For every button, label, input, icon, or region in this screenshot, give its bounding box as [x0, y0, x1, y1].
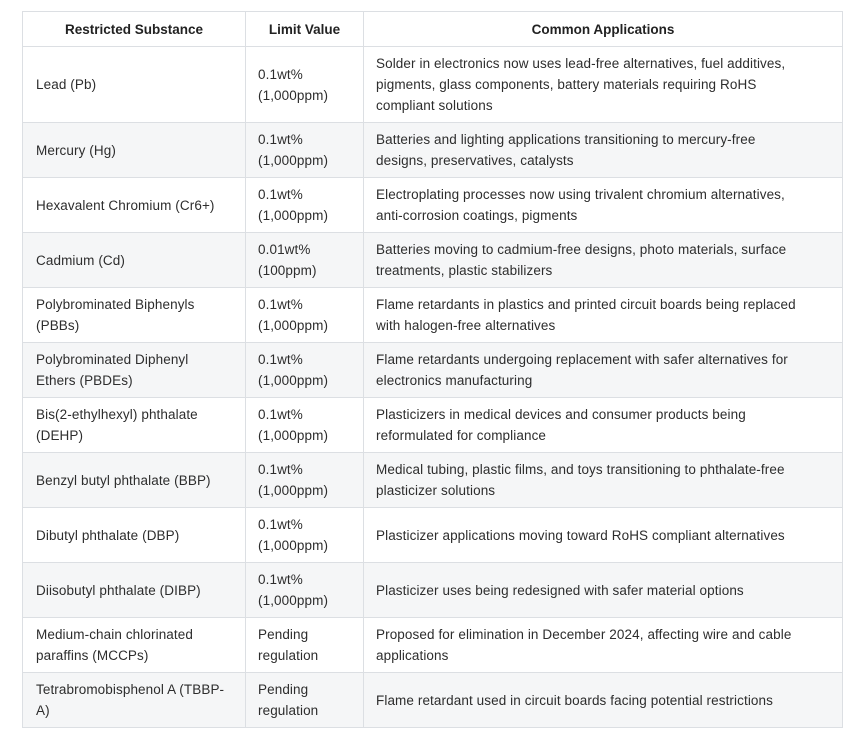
limit-value-cell — [246, 178, 364, 233]
limit-value-text-line: 0.1wt% — [258, 66, 303, 82]
substance-text-line: Polybrominated Diphenyl — [36, 352, 189, 367]
limit-value-text-line: Pending — [258, 627, 309, 642]
applications-text-line: reformulated for compliance — [376, 428, 547, 443]
limit-value-text-line: 0.01wt% — [258, 242, 311, 257]
table-row — [23, 673, 843, 728]
header-limit-value: Limit Value — [246, 12, 364, 47]
limit-value-text-line: (1,000ppm) — [258, 318, 329, 333]
substance-text-line: Lead (Pb) — [36, 77, 97, 92]
limit-value-text-line: (1,000ppm) — [258, 87, 329, 103]
limit-value-text-line: (1,000ppm) — [258, 593, 329, 608]
applications-text-line: Proposed for elimination in December 2024, affecting wire and cable — [376, 627, 792, 642]
limit-value-text-line: (1,000ppm) — [258, 428, 329, 443]
limit-value-cell — [246, 288, 364, 343]
applications-cell — [364, 398, 843, 453]
table-row — [23, 563, 843, 618]
substance-cell — [23, 398, 246, 453]
substance-text-line: Cadmium (Cd) — [36, 252, 125, 268]
substance-text-line: paraffins (MCCPs) — [36, 648, 149, 663]
limit-value-cell — [246, 233, 364, 288]
applications-text-line: Batteries moving to cadmium-free designs, photo materials, surface — [376, 242, 787, 257]
limit-value-cell — [246, 563, 364, 618]
limit-value-text-line: 0.1wt% — [258, 187, 303, 202]
applications-cell — [364, 47, 843, 123]
table-row — [23, 123, 843, 178]
substance-cell — [23, 343, 246, 398]
substance-text-line: (PBBs) — [36, 318, 80, 333]
restricted-substances-table-wrapper — [22, 11, 842, 728]
table-row — [23, 618, 843, 673]
limit-value-text-line: 0.1wt% — [258, 297, 303, 312]
applications-text-line: Plasticizers in medical devices and consumer products being — [376, 407, 746, 422]
applications-text-line: treatments, plastic stabilizers — [376, 263, 553, 278]
substance-text-line: A) — [36, 703, 50, 718]
applications-text-line: Plasticizer applications moving toward RoHS compliant alternatives — [376, 527, 785, 543]
substance-cell — [23, 673, 246, 728]
substance-text-line: Medium-chain chlorinated — [36, 627, 193, 642]
substance-cell — [23, 618, 246, 673]
limit-value-cell — [246, 453, 364, 508]
applications-cell — [364, 453, 843, 508]
limit-value-cell — [246, 618, 364, 673]
applications-text-line: applications — [376, 648, 449, 663]
table-body — [23, 47, 843, 728]
substance-text-line: Tetrabromobisphenol A (TBBP- — [36, 682, 225, 697]
limit-value-text-line: regulation — [258, 703, 319, 718]
applications-text-line: Electroplating processes now using trivalent chromium alternatives, — [376, 187, 785, 202]
applications-cell — [364, 508, 843, 563]
substance-text-line: Hexavalent Chromium (Cr6+) — [36, 197, 215, 213]
substance-cell — [23, 288, 246, 343]
substance-text-line: Ethers (PBDEs) — [36, 373, 133, 388]
header-common-applications: Common Applications — [364, 12, 843, 47]
limit-value-cell — [246, 343, 364, 398]
restricted-substances-table — [22, 11, 843, 728]
header-restricted-substance: Restricted Substance — [23, 12, 246, 47]
substance-text-line: Bis(2-ethylhexyl) phthalate — [36, 407, 198, 422]
applications-text-line: Batteries and lighting applications transitioning to mercury-free — [376, 132, 756, 147]
substance-cell — [23, 453, 246, 508]
applications-cell — [364, 233, 843, 288]
substance-text-line: Mercury (Hg) — [36, 142, 116, 158]
table-row — [23, 398, 843, 453]
limit-value-cell — [246, 508, 364, 563]
applications-text-line: Flame retardant used in circuit boards facing potential restrictions — [376, 692, 773, 708]
table-row — [23, 453, 843, 508]
limit-value-text-line: (100ppm) — [258, 263, 317, 278]
applications-cell — [364, 343, 843, 398]
substance-cell — [23, 123, 246, 178]
applications-text-line: pigments, glass components, battery materials requiring RoHS — [376, 77, 757, 92]
substance-text-line: Benzyl butyl phthalate (BBP) — [36, 472, 211, 488]
substance-text-line: Polybrominated Biphenyls — [36, 297, 195, 312]
applications-text-line: electronics manufacturing — [376, 373, 533, 388]
table-row — [23, 178, 843, 233]
limit-value-text-line: 0.1wt% — [258, 572, 303, 587]
applications-text-line: Solder in electronics now uses lead-free alternatives, fuel additives, — [376, 56, 786, 71]
applications-text-line: designs, preservatives, catalysts — [376, 153, 574, 168]
limit-value-text-line: (1,000ppm) — [258, 483, 329, 498]
limit-value-text-line: (1,000ppm) — [258, 208, 329, 223]
applications-cell — [364, 563, 843, 618]
applications-cell — [364, 178, 843, 233]
table-header — [23, 12, 843, 47]
substance-text-line: (DEHP) — [36, 428, 84, 443]
table-row — [23, 47, 843, 123]
substance-cell — [23, 563, 246, 618]
limit-value-text-line: Pending — [258, 682, 309, 697]
applications-text-line: plasticizer solutions — [376, 483, 496, 498]
limit-value-text-line: regulation — [258, 648, 319, 663]
table-row — [23, 508, 843, 563]
applications-text-line: Medical tubing, plastic films, and toys transitioning to phthalate-free — [376, 462, 785, 477]
limit-value-text-line: 0.1wt% — [258, 407, 303, 422]
limit-value-cell — [246, 673, 364, 728]
applications-cell — [364, 618, 843, 673]
applications-text-line: Plasticizer uses being redesigned with safer material options — [376, 582, 744, 598]
applications-cell — [364, 673, 843, 728]
substance-cell — [23, 233, 246, 288]
substance-cell — [23, 508, 246, 563]
applications-text-line: anti-corrosion coatings, pigments — [376, 208, 578, 223]
substance-cell — [23, 47, 246, 123]
limit-value-text-line: 0.1wt% — [258, 517, 303, 532]
limit-value-text-line: 0.1wt% — [258, 352, 303, 367]
limit-value-text-line: (1,000ppm) — [258, 153, 329, 168]
substance-text-line: Dibutyl phthalate (DBP) — [36, 527, 180, 543]
applications-text-line: with halogen-free alternatives — [376, 318, 556, 333]
table-row — [23, 288, 843, 343]
limit-value-cell — [246, 47, 364, 123]
limit-value-text-line: 0.1wt% — [258, 132, 303, 147]
substance-text-line: Diisobutyl phthalate (DIBP) — [36, 582, 201, 598]
limit-value-cell — [246, 123, 364, 178]
limit-value-cell — [246, 398, 364, 453]
table-row — [23, 233, 843, 288]
limit-value-text-line: (1,000ppm) — [258, 373, 329, 388]
table-row — [23, 343, 843, 398]
applications-text-line: compliant solutions — [376, 98, 493, 113]
substance-cell — [23, 178, 246, 233]
header-row — [23, 12, 843, 47]
limit-value-text-line: (1,000ppm) — [258, 538, 329, 553]
applications-cell — [364, 123, 843, 178]
limit-value-text-line: 0.1wt% — [258, 462, 303, 477]
applications-text-line: Flame retardants undergoing replacement with safer alternatives for — [376, 352, 788, 367]
applications-cell — [364, 288, 843, 343]
applications-text-line: Flame retardants in plastics and printed circuit boards being replaced — [376, 297, 796, 312]
